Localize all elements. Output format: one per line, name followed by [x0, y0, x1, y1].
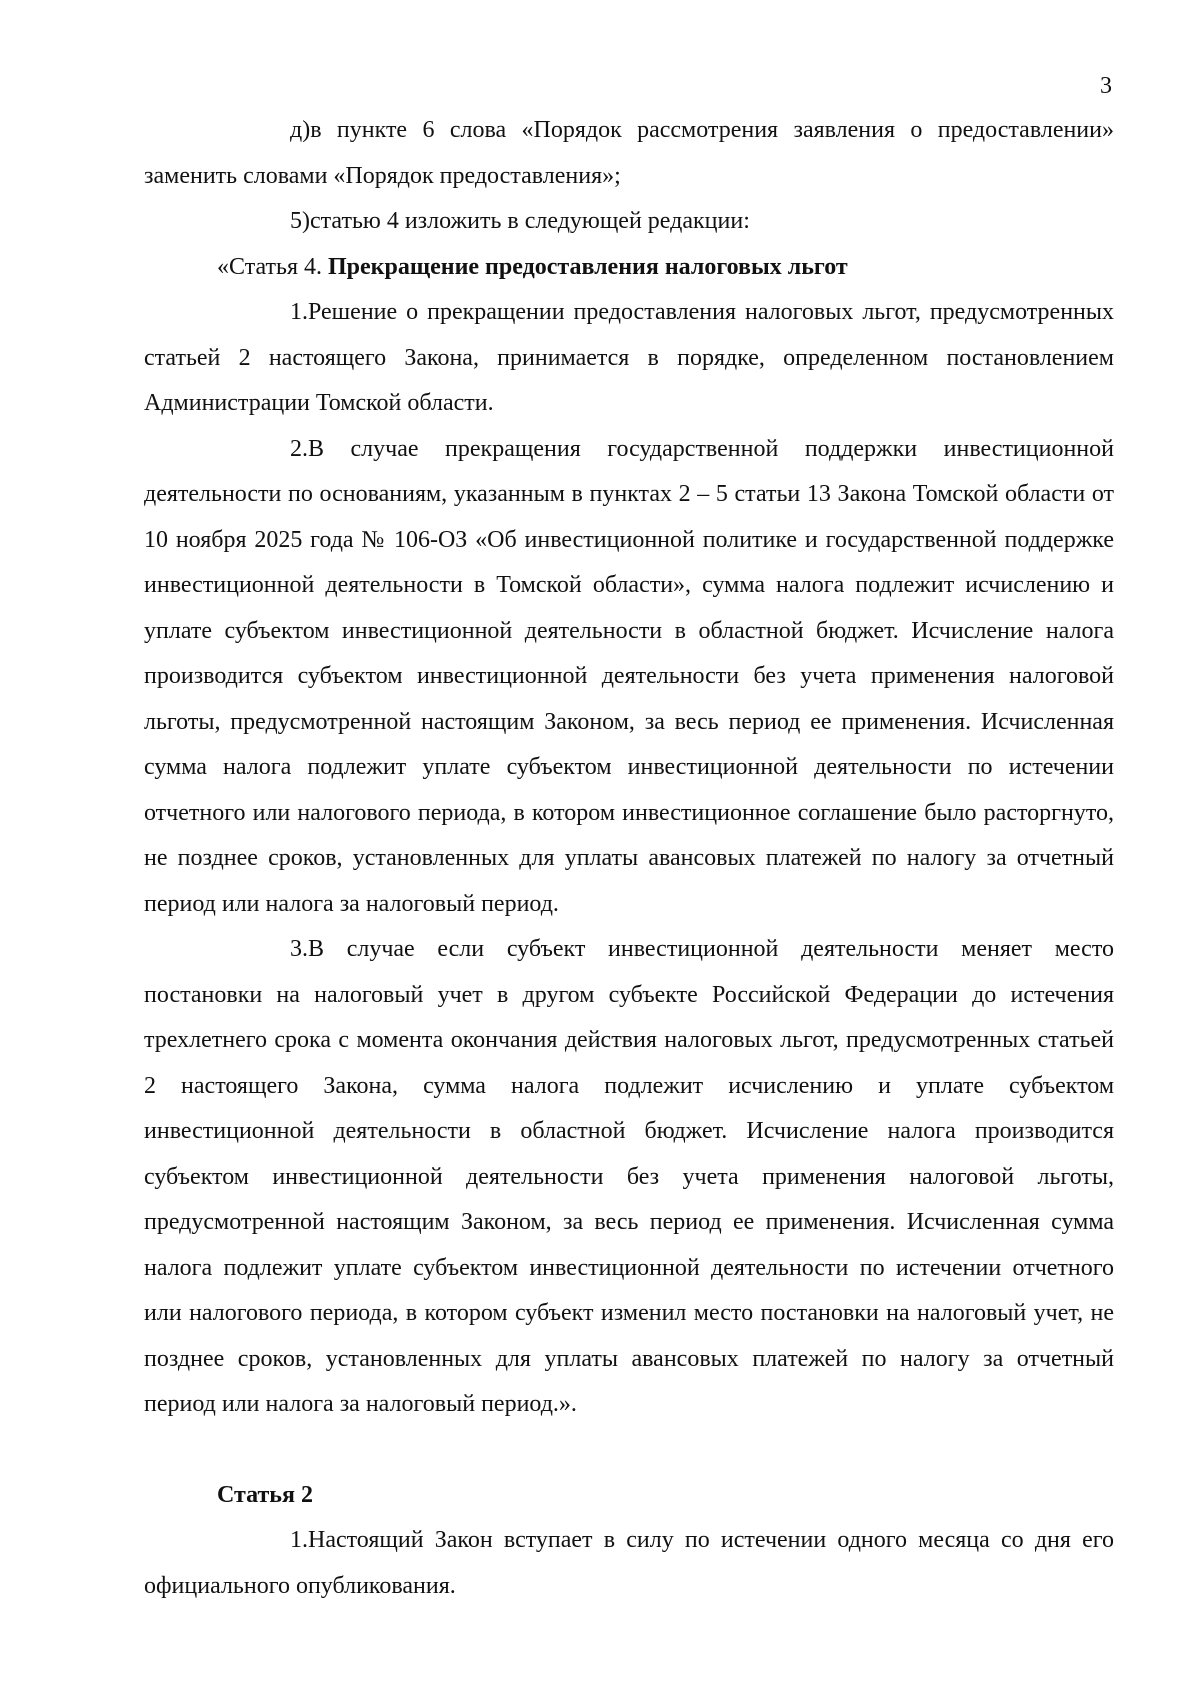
paragraph-text: В случае прекращения государственной поддержки инвестиционной деятельности по основаниям, указанным в пунктах 2 – 5 статьи 13 Закона Томской области от 10 ноября 2025 года № 106-ОЗ «Об инвестиционной политике и государственной поддержке инвестиционной деятельности в Томской области», сумма налога подлежит исчислению и уплате субъектом инвестиционной деятельности в областной бюджет. Исчисление налога производится субъектом инвестиционной деятельности без учета применения налоговой льготы, предусмотренной настоящим Законом, за весь период ее применения. Исчисленная сумма налога подлежит уплате субъектом инвестиционной деятельности по истечении отчетного или налогового периода, в котором инвестиционное соглашение было расторгнуто, не позднее сроков, установленных для уплаты авансовых платежей по налогу за отчетный период или налога за налоговый период. — [144, 435, 1114, 917]
document-body — [144, 108, 1114, 1609]
article-4-title: Прекращение предоставления налоговых льгот — [327, 253, 848, 280]
article-2-clause-1 — [144, 1518, 1114, 1609]
item-marker: 2. — [290, 435, 308, 462]
paragraph-text: в пункте 6 слова «Порядок рассмотрения заявления о предоставлении» заменить словами «Порядок предоставления»; — [144, 117, 1114, 189]
article-4-prefix: «Статья 4. — [217, 253, 322, 280]
paragraph-amendment-d — [144, 108, 1114, 199]
item-marker: 1. — [290, 1527, 308, 1553]
article-4-heading — [144, 245, 1114, 291]
item-marker: 5) — [290, 208, 310, 234]
paragraph-text: статью 4 изложить в следующей редакции: — [310, 208, 750, 234]
paragraph-text: В случае если субъект инвестиционной деятельности меняет место постановки на налоговый учет в другом субъекте Российской Федерации до истечения трехлетнего срока с момента окончания действия налоговых льгот, предусмотренных статьей 2 настоящего Закона, сумма налога подлежит исчислению и уплате субъектом инвестиционной деятельности в областной бюджет. Исчисление налога производится субъектом инвестиционной деятельности без учета применения налоговой льготы, предусмотренной настоящим Законом, за весь период ее применения. Исчисленная сумма налога подлежит уплате субъектом инвестиционной деятельности по истечении отчетного или налогового периода, в котором субъект изменил место постановки на налоговый учет, не позднее сроков, установленных для уплаты авансовых платежей по налогу за отчетный период или налога за налоговый период.». — [144, 936, 1114, 1417]
article-4-clause-2 — [144, 427, 1114, 928]
item-marker: 1. — [290, 299, 308, 325]
article-4-clause-3 — [144, 927, 1114, 1428]
article-2-heading: Статья 2 — [217, 1481, 313, 1508]
page-number: 3 — [1100, 73, 1112, 99]
article-4-clause-1 — [144, 290, 1114, 427]
paragraph-text: Настоящий Закон вступает в силу по истечении одного месяца со дня его официального опубликования. — [144, 1527, 1114, 1599]
item-marker: 3. — [290, 936, 308, 962]
paragraph-amendment-5 — [144, 199, 1114, 245]
paragraph-text: Решение о прекращении предоставления налоговых льгот, предусмотренных статьей 2 настоящего Закона, принимается в порядке, определенном постановлением Администрации Томской области. — [144, 299, 1114, 416]
item-marker: д) — [290, 117, 311, 143]
